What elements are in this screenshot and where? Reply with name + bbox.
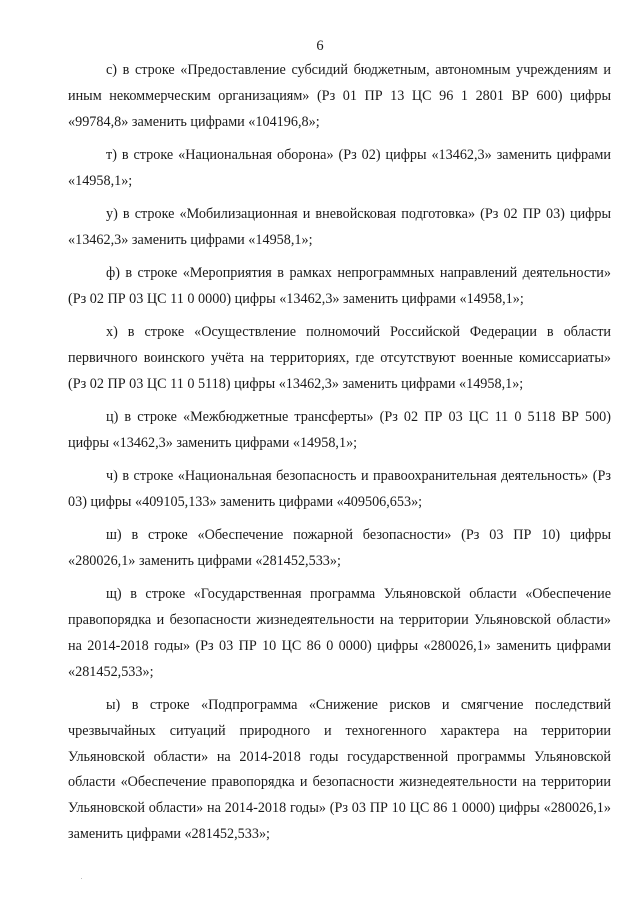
paragraph-s: с) в строке «Предоставление субсидий бюджетным, автономным учреждениям и иным некоммерческим организациям» (Рз 01 ПР 13 ЦС 96 1 2801 ВР 600) цифры «99784,8» заменить цифрами «104196,8»; [68,62,611,130]
paragraph-ch: ч) в строке «Национальная безопасность и правоохранительная деятельность» (Рз 03) цифры «409105,133» заменить цифрами «409506,653»; [68,468,611,510]
paragraph-kh: х) в строке «Осуществление полномочий Российской Федерации в области первичного воинского учёта на территориях, где отсутствуют военные комиссариаты» (Рз 02 ПР 03 ЦС 11 0 5118) цифры «13462,3» заменить цифрами «14958,1»; [68,324,611,392]
paragraph-sh: ш) в строке «Обеспечение пожарной безопасности» (Рз 03 ПР 10) цифры «280026,1» заменить цифрами «281452,533»; [68,527,611,570]
document-body [68,58,611,855]
paragraph-u: у) в строке «Мобилизационная и вневойсковая подготовка» (Рз 02 ПР 03) цифры «13462,3» заменить цифрами «14958,1»; [68,205,611,248]
paragraph-y: ы) в строке «Подпрограмма «Снижение рисков и смягчение последствий чрезвычайных ситуаций природного и техногенного характера на территории Ульяновской области» на 2014-2018 годы государственной программы Ульяновской области «Обеспечение правопорядка и безопасности жизнедеятельности на территории Ульяновской области» на 2014-2018 годы» (Рз 03 ПР 10 ЦС 86 1 0000) цифры «280026,1» заменить цифрами «281452,533»; [68,697,611,843]
paragraph-shch: щ) в строке «Государственная программа Ульяновской области «Обеспечение правопорядка и безопасности жизнедеятельности на территории Ульяновской области» на 2014-2018 годы» (Рз 03 ПР 10 ЦС 86 0 0000) цифры «280026,1» заменить цифрами «281452,533»; [68,586,611,680]
scan-speck [81,878,82,879]
paragraph-t: т) в строке «Национальная оборона» (Рз 02) цифры «13462,3» заменить цифрами «14958,1»; [68,146,611,189]
paragraph-f: ф) в строке «Мероприятия в рамках непрограммных направлений деятельности» (Рз 02 ПР 03 ЦС 11 0 0000) цифры «13462,3» заменить цифрами «14958,1»; [68,265,611,307]
paragraph-ts: ц) в строке «Межбюджетные трансферты» (Рз 02 ПР 03 ЦС 11 0 5118 ВР 500) цифры «13462,3» заменить цифрами «14958,1»; [68,409,611,451]
page-number: 6 [316,38,324,54]
